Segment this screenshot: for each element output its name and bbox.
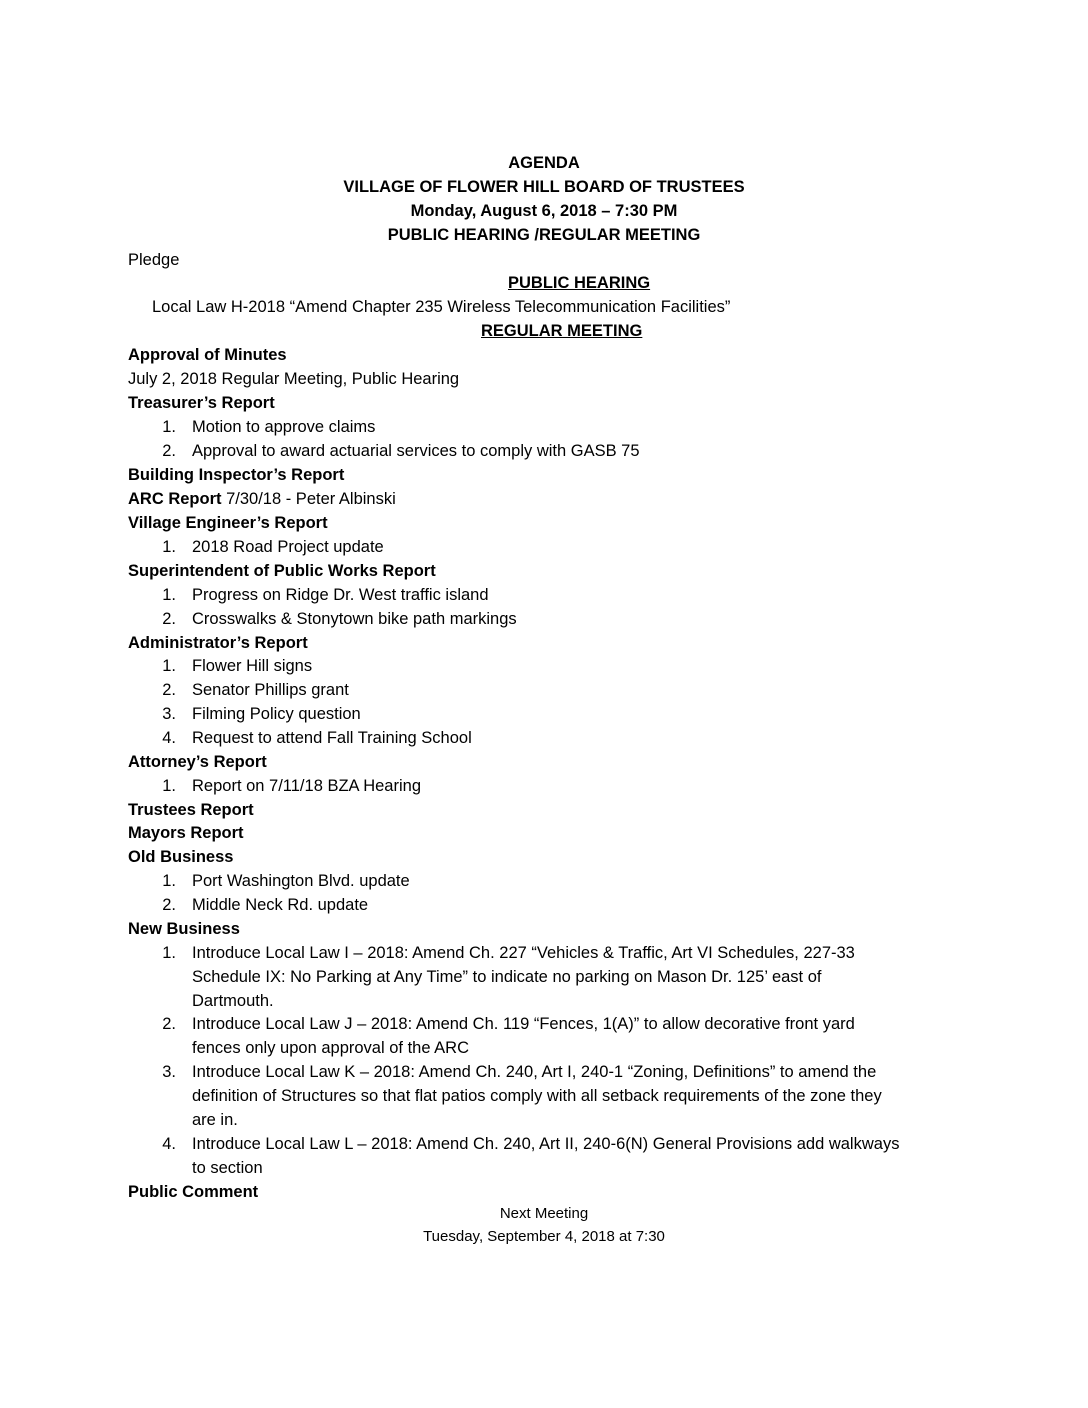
- list-item: Flower Hill signs: [192, 657, 313, 675]
- public-works-heading: Superintendent of Public Works Report: [128, 562, 436, 580]
- list-item: Dartmouth.: [192, 992, 274, 1010]
- meeting-date: Monday, August 6, 2018 – 7:30 PM: [410, 202, 678, 220]
- list-item: fences only upon approval of the ARC: [192, 1039, 470, 1057]
- list-item: 2018 Road Project update: [192, 538, 384, 556]
- arc-report: [128, 487, 396, 511]
- list-item: Progress on Ridge Dr. West traffic island: [192, 586, 489, 604]
- list-number: 2.: [162, 896, 176, 914]
- building-inspector-heading: Building Inspector’s Report: [128, 466, 345, 484]
- list-item: Report on 7/11/18 BZA Hearing: [192, 777, 422, 795]
- list-item: definition of Structures so that flat patios comply with all setback requirements of the zone they: [192, 1087, 882, 1105]
- trustees-heading: Trustees Report: [128, 801, 254, 819]
- list-number: 1.: [162, 777, 176, 795]
- public-hearing-item: Local Law H-2018 “Amend Chapter 235 Wireless Telecommunication Facilities”: [152, 298, 731, 316]
- meeting-type: PUBLIC HEARING /REGULAR MEETING: [387, 226, 701, 244]
- treasurer-heading: Treasurer’s Report: [128, 394, 275, 412]
- arc-heading: ARC Report: [128, 490, 222, 508]
- list-item: Introduce Local Law J – 2018: Amend Ch. 119 “Fences, 1(A)” to allow decorative front yard: [192, 1015, 855, 1033]
- list-item: Introduce Local Law K – 2018: Amend Ch. 240, Art I, 240-1 “Zoning, Definitions” to amend the: [192, 1063, 877, 1081]
- list-number: 4.: [162, 729, 176, 747]
- public-hearing-heading: PUBLIC HEARING: [508, 274, 651, 292]
- list-item: Approval to award actuarial services to comply with GASB 75: [192, 442, 640, 460]
- attorney-heading: Attorney’s Report: [128, 753, 267, 771]
- list-number: 3.: [162, 1063, 176, 1081]
- list-item: Middle Neck Rd. update: [192, 896, 369, 914]
- engineer-heading: Village Engineer’s Report: [128, 514, 328, 532]
- next-meeting-date: Tuesday, September 4, 2018 at 7:30: [423, 1228, 665, 1245]
- old-business-heading: Old Business: [128, 848, 234, 866]
- administrator-heading: Administrator’s Report: [128, 634, 308, 652]
- minutes-heading: Approval of Minutes: [128, 346, 287, 364]
- list-number: 1.: [162, 944, 176, 962]
- mayors-heading: Mayors Report: [128, 824, 244, 842]
- list-number: 1.: [162, 538, 176, 556]
- list-number: 2.: [162, 442, 176, 460]
- list-item: Motion to approve claims: [192, 418, 376, 436]
- list-item: Request to attend Fall Training School: [192, 729, 472, 747]
- list-number: 3.: [162, 705, 176, 723]
- list-number: 2.: [162, 681, 176, 699]
- list-item: Port Washington Blvd. update: [192, 872, 410, 890]
- pledge: Pledge: [128, 251, 180, 269]
- arc-text: 7/30/18 - Peter Albinski: [226, 490, 396, 508]
- list-number: 2.: [162, 610, 176, 628]
- list-number: 1.: [162, 586, 176, 604]
- list-number: 4.: [162, 1135, 176, 1153]
- list-item: Introduce Local Law I – 2018: Amend Ch. 227 “Vehicles & Traffic, Art VI Schedules, 227-33: [192, 944, 855, 962]
- list-number: 2.: [162, 1015, 176, 1033]
- list-number: 1.: [162, 872, 176, 890]
- next-meeting-label: Next Meeting: [499, 1205, 589, 1222]
- regular-meeting-heading: REGULAR MEETING: [481, 322, 643, 340]
- list-item: Senator Phillips grant: [192, 681, 349, 699]
- list-item: to section: [192, 1159, 263, 1177]
- org-name: VILLAGE OF FLOWER HILL BOARD OF TRUSTEES: [343, 178, 745, 196]
- new-business-heading: New Business: [128, 920, 240, 938]
- list-item: Introduce Local Law L – 2018: Amend Ch. 240, Art II, 240-6(N) General Provisions add walkways: [192, 1135, 900, 1153]
- list-number: 1.: [162, 418, 176, 436]
- list-item: are in.: [192, 1111, 238, 1129]
- agenda-title: AGENDA: [508, 154, 580, 172]
- minutes-text: July 2, 2018 Regular Meeting, Public Hearing: [128, 370, 460, 388]
- public-comment-heading: Public Comment: [128, 1183, 259, 1201]
- list-item: Crosswalks & Stonytown bike path markings: [192, 610, 517, 628]
- list-item: Schedule IX: No Parking at Any Time” to indicate no parking on Mason Dr. 125’ east of: [192, 968, 822, 986]
- list-item: Filming Policy question: [192, 705, 361, 723]
- list-number: 1.: [162, 657, 176, 675]
